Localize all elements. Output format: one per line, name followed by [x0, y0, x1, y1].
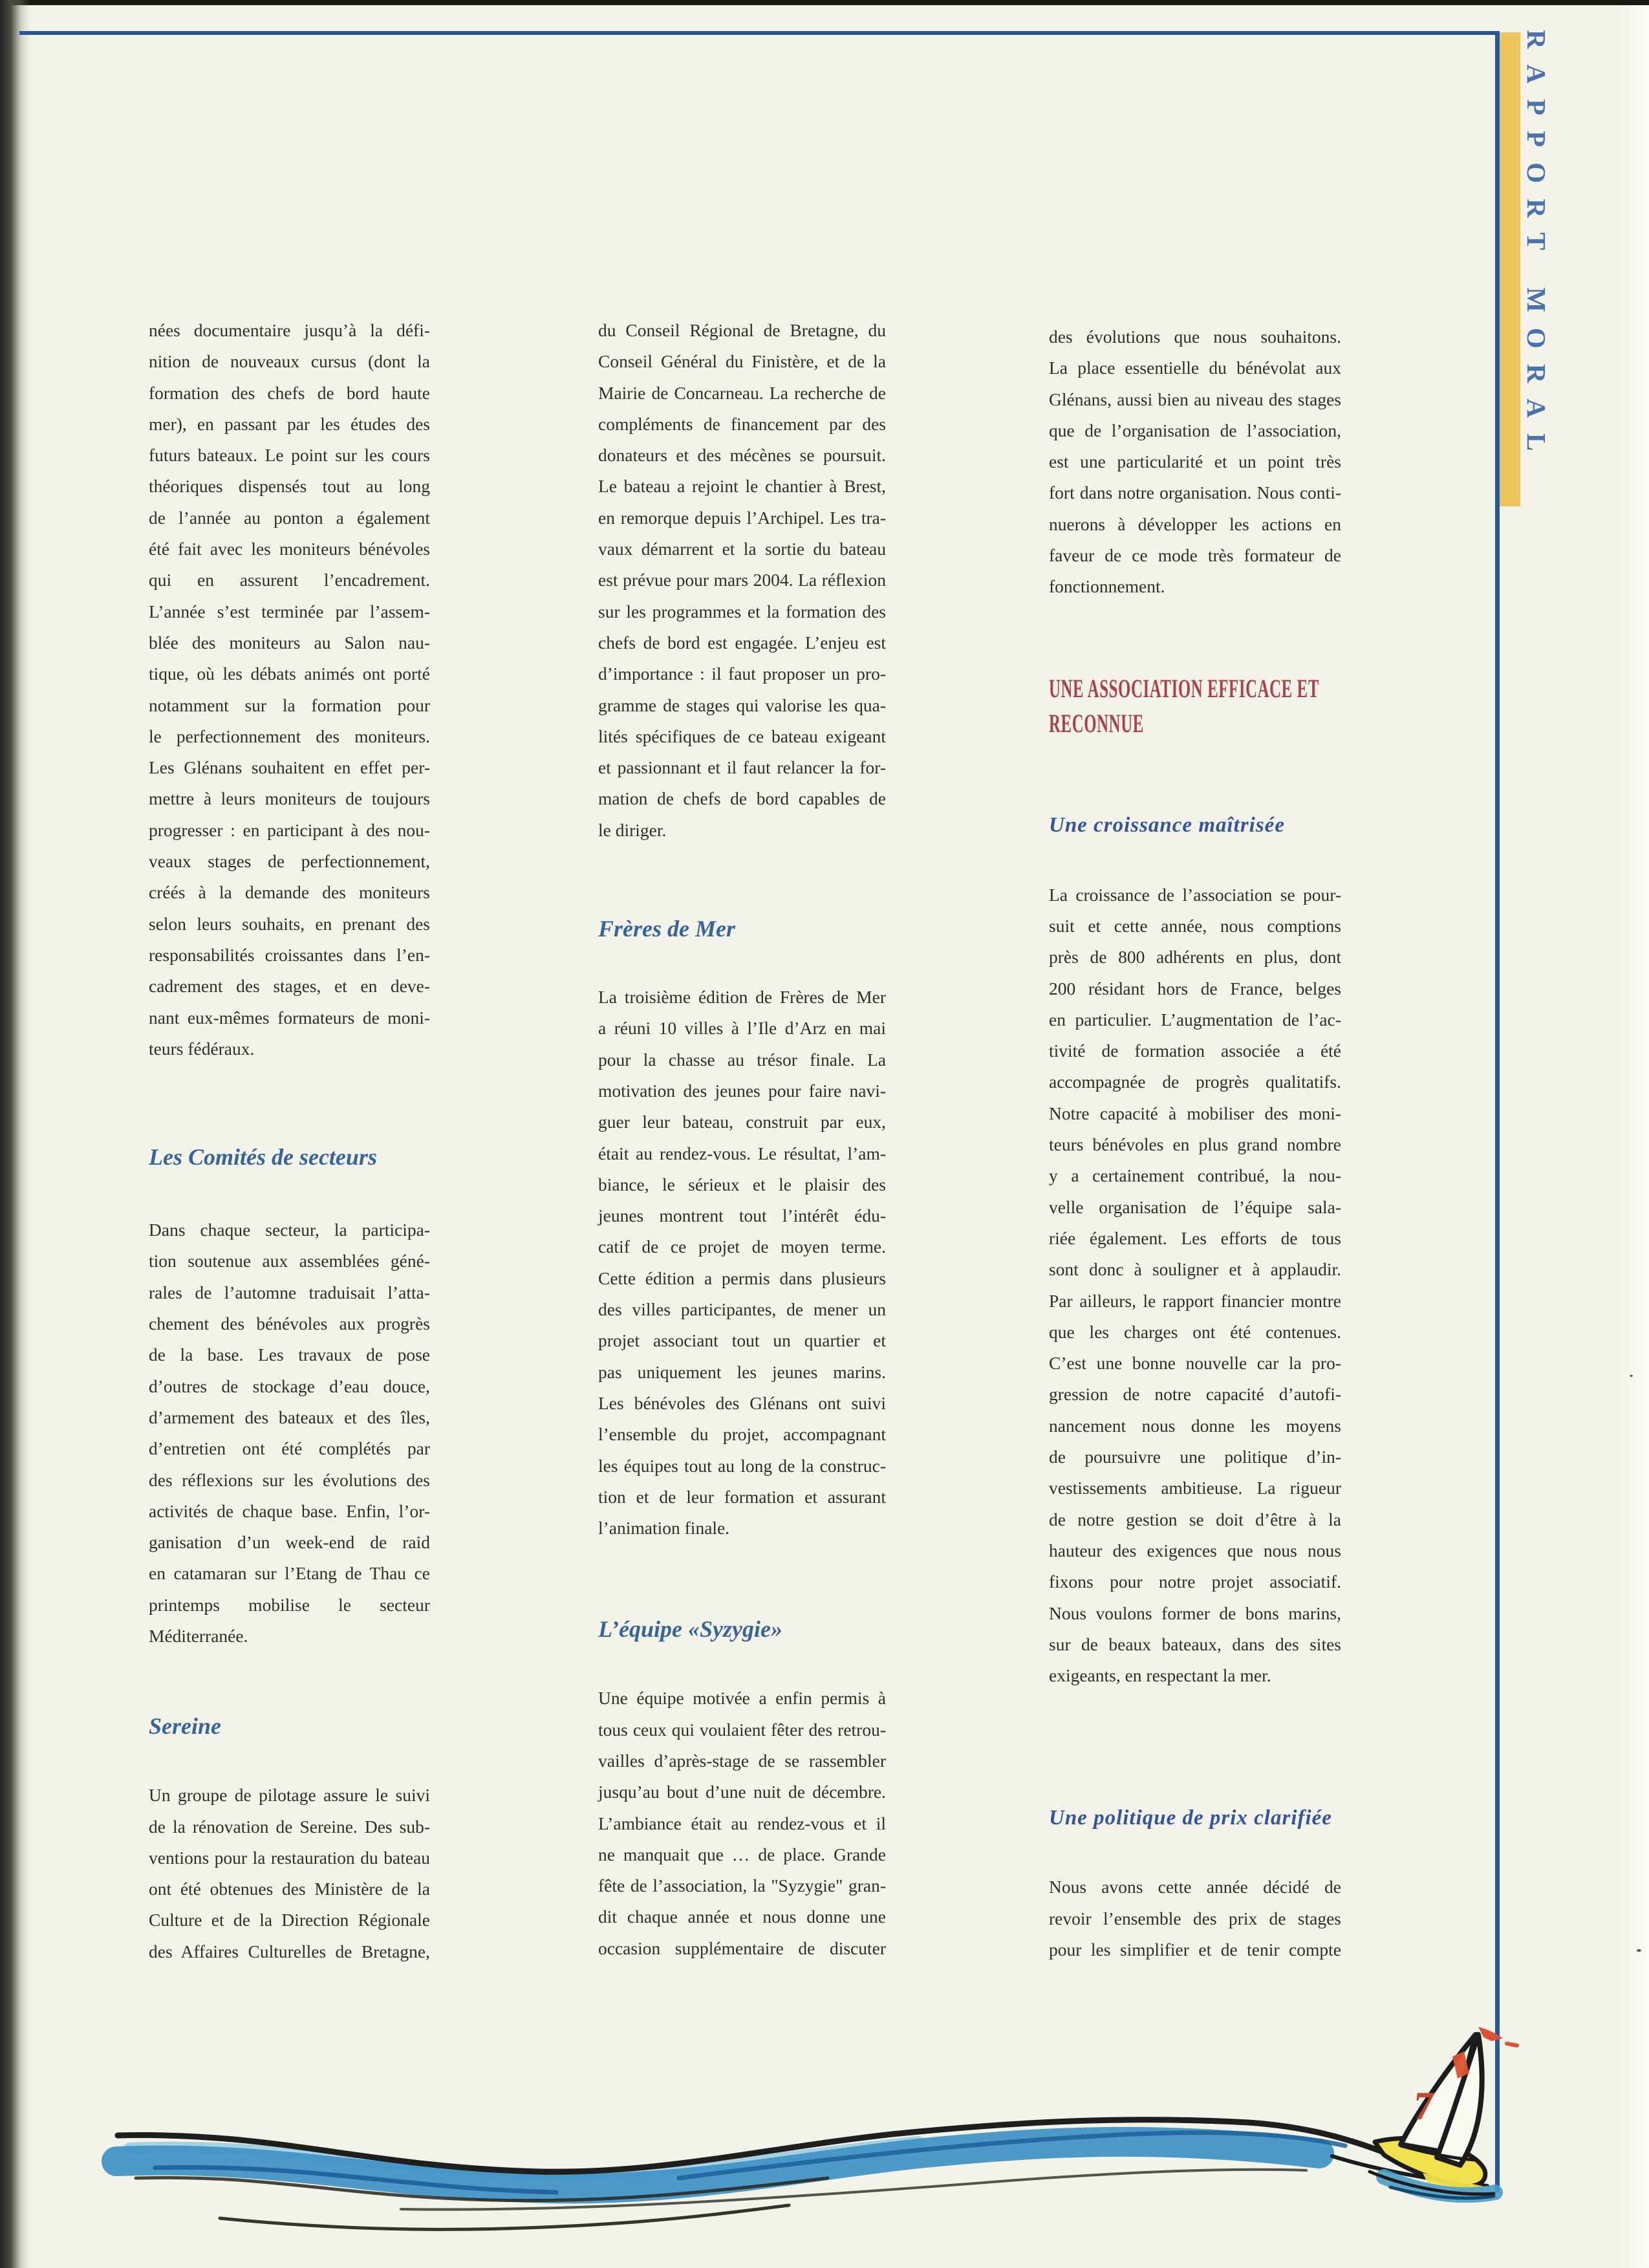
text-line: que de l’organisation de l’association,	[1049, 420, 1341, 440]
text-line: La croissance de l’association se pour-	[1049, 884, 1341, 905]
text-line: des évolutions que nous souhaitons.	[1049, 327, 1341, 347]
text-line: en particulier. L’augmentation de l’ac-	[1049, 1009, 1341, 1030]
text-line: pour la chasse au trésor finale. La	[598, 1049, 886, 1070]
text-line: nition de nouveaux cursus (dont la	[149, 351, 430, 372]
text-line: selon leurs souhaits, en prenant des	[149, 913, 430, 934]
text-line: nancement nous donne les moyens	[1049, 1415, 1341, 1436]
text-line: projet associant tout un quartier et	[598, 1330, 886, 1351]
text-line: près de 800 adhérents en plus, dont	[1049, 947, 1341, 967]
text-line: le diriger.	[598, 819, 667, 840]
text-line: Mairie de Concarneau. La recherche de	[598, 382, 886, 403]
text-line: hauteur des exigences que nous nous	[1049, 1540, 1341, 1561]
text-line: pas uniquement les jeunes marins.	[598, 1361, 886, 1382]
section-heading	[1049, 1802, 1341, 1833]
text-line: responsabilités croissantes dans l’en-	[149, 944, 430, 965]
frame-right-rule	[1495, 31, 1500, 2192]
text-line: sur de beaux bateaux, dans des sites	[1049, 1634, 1341, 1654]
text-line: suit et cette année, nous comptions	[1049, 915, 1341, 936]
text-line: que les charges ont été contenues.	[1049, 1321, 1341, 1342]
text-line: et passionnant et il faut relancer la for-	[598, 757, 886, 778]
text-line: Conseil Général du Finistère, et de la	[598, 351, 886, 372]
text-line: 200 résidant hors de France, belges	[1049, 978, 1341, 999]
text-line: l’ensemble du projet, accompagnant	[598, 1424, 886, 1445]
text-line: ganisation d’un week-end de raid	[149, 1532, 430, 1553]
scan-edge-top	[0, 0, 1649, 5]
text-line: dit chaque année et nous donne une	[598, 1906, 886, 1927]
text-line: RECONNUE	[1049, 708, 1144, 738]
text-line: Sereine	[149, 1713, 221, 1740]
text-line: activités de chaque base. Enfin, l’or-	[149, 1500, 430, 1521]
text-line: vaux démarrent et la sortie du bateau	[598, 539, 886, 559]
dust-speck	[1637, 1949, 1641, 1952]
text-line: tivité de formation associée a été	[1049, 1041, 1341, 1061]
text-line: La place essentielle du bénévolat aux	[1049, 358, 1341, 378]
text-line: de la base. Les travaux de pose	[149, 1345, 430, 1365]
text-line: des Affaires Culturelles de Bretagne,	[149, 1941, 430, 1961]
masthead-pennant	[1478, 2027, 1503, 2041]
text-line: Les Glénans souhaitent en effet per-	[149, 757, 430, 778]
text-line: sont donc à souligner et à applaudir.	[1049, 1259, 1341, 1280]
text-line: était au rendez-vous. Le résultat, l’am-	[598, 1143, 886, 1163]
text-column-3	[1049, 321, 1341, 1965]
text-line: Culture et de la Direction Régionale	[149, 1910, 430, 1930]
text-line: occasion supplémentaire de discuter	[598, 1938, 886, 1958]
text-line: qui en assurent l’encadrement.	[149, 570, 430, 590]
text-line: compléments de financement par des	[598, 413, 886, 434]
section-heading	[598, 1614, 886, 1645]
text-line: d’entretien ont été complétés par	[149, 1438, 430, 1459]
text-column-2	[598, 315, 886, 1964]
text-line: notamment sur la formation pour	[149, 695, 430, 715]
text-line: d’importance : il faut proposer un pro-	[598, 664, 886, 684]
text-line: blée des moniteurs au Salon nau-	[149, 632, 430, 653]
text-line: Le bateau a rejoint le chantier à Brest,	[598, 476, 886, 497]
paragraph	[1049, 1872, 1341, 1965]
text-line: de notre gestion se doit d’être à la	[1049, 1509, 1341, 1529]
text-line: faveur de ce mode très formateur de	[1049, 545, 1341, 566]
text-line: ont été obtenues des Ministère de la	[149, 1879, 430, 1899]
text-line: Les Comités de secteurs	[149, 1144, 377, 1171]
text-line: Glénans, aussi bien au niveau des stages	[1049, 389, 1341, 409]
text-line: est une particularité et un point très	[1049, 451, 1341, 472]
text-line: de poursuivre une politique d’in-	[1049, 1447, 1341, 1467]
sidebar-yellow-band	[1500, 32, 1520, 506]
text-line: tion et de leur formation et assurant	[598, 1486, 886, 1507]
text-line: tique, où les débats animés ont porté	[149, 664, 430, 684]
text-line: d’outres de stockage d’eau douce,	[149, 1376, 430, 1396]
text-line: nant eux-mêmes formateurs de moni-	[149, 1007, 430, 1028]
dust-speck	[1630, 1375, 1633, 1377]
text-line: nuerons à développer les actions en	[1049, 513, 1341, 534]
text-line: C’est une bonne nouvelle car la pro-	[1049, 1353, 1341, 1374]
text-line: Nous voulons former de bons marins,	[1049, 1603, 1341, 1623]
frame-top-rule	[19, 31, 1500, 35]
text-line: fonctionnement.	[1049, 576, 1165, 597]
section-heading	[149, 1141, 430, 1172]
text-line: créés à la demande des moniteurs	[149, 882, 430, 903]
text-line: tion soutenue aux assemblées géné-	[149, 1251, 430, 1271]
text-line: ventions pour la restauration du bateau	[149, 1847, 430, 1868]
page-edge-highlight	[1615, 5, 1649, 2268]
text-line: mettre à leurs moniteurs de toujours	[149, 788, 430, 809]
text-line: catif de ce projet de moyen terme.	[598, 1237, 886, 1257]
text-line: donateurs et des mécènes se poursuit.	[598, 445, 886, 466]
text-line: fixons pour notre projet associatif.	[1049, 1571, 1341, 1592]
text-line: Nous avons cette année décidé de	[1049, 1877, 1341, 1897]
text-line: vailles d’après-stage de se rassembler	[598, 1750, 886, 1771]
text-line: Notre capacité à mobiliser des moni-	[1049, 1103, 1341, 1123]
page-number: 7	[1411, 2084, 1436, 2128]
paragraph	[149, 315, 430, 1064]
text-line: tous ceux qui voulaient fêter des retrou-	[598, 1719, 886, 1740]
text-line: motivation des jeunes pour faire navi-	[598, 1080, 886, 1101]
text-line: d’armement des bateaux et des îles,	[149, 1407, 430, 1427]
pennant-tail	[1507, 2044, 1517, 2046]
paragraph	[149, 1215, 430, 1652]
text-line: Une croissance maîtrisée	[1049, 813, 1285, 837]
text-line: de la rénovation de Sereine. Des sub-	[149, 1816, 430, 1837]
text-line: gression de notre capacité d’autofi-	[1049, 1384, 1341, 1405]
text-line: ne manquait que … de place. Grande	[598, 1844, 886, 1864]
text-line: des villes participantes, de mener un	[598, 1299, 886, 1320]
section-heading	[149, 1711, 430, 1742]
text-line: y a certainement contribué, la nou-	[1049, 1165, 1341, 1186]
paragraph	[149, 1780, 430, 1967]
text-column-1	[149, 315, 430, 1967]
text-line: chefs de bord est engagée. L’enjeu est	[598, 632, 886, 653]
text-line: progresser : en participant à des nou-	[149, 819, 430, 840]
paragraph	[598, 982, 886, 1544]
text-line: pour les simplifier et de tenir compte	[1049, 1939, 1341, 1960]
text-line: mer), en passant par les études des	[149, 413, 430, 434]
text-line: La troisième édition de Frères de Mer	[598, 987, 886, 1008]
text-line: chement des bénévoles aux progrès	[149, 1313, 430, 1334]
wave-illustration	[0, 1992, 1649, 2268]
text-line: des réflexions sur les évolutions des	[149, 1469, 430, 1490]
text-line: vestissements ambitieuse. La rigueur	[1049, 1478, 1341, 1498]
text-line: teurs fédéraux.	[149, 1038, 255, 1059]
text-line: jeunes montrent tout l’intérêt édu-	[598, 1205, 886, 1226]
text-line: printemps mobilise le secteur	[149, 1594, 430, 1615]
text-line: fort dans notre organisation. Nous conti-	[1049, 482, 1341, 503]
text-line: jusqu’au bout d’une nuit de décembre.	[598, 1782, 886, 1802]
text-line: est prévue pour mars 2004. La réflexion	[598, 570, 886, 590]
paragraph	[598, 1683, 886, 1964]
sidebar-section-title: RAPPORT MORAL	[1522, 30, 1551, 467]
book-spine-shadow	[0, 0, 30, 2268]
text-line: Un groupe de pilotage assure le suivi	[149, 1785, 430, 1806]
text-line: revoir l’ensemble des prix de stages	[1049, 1908, 1341, 1928]
text-line: été fait avec les moniteurs bénévoles	[149, 539, 430, 559]
paragraph	[1049, 880, 1341, 1692]
text-line: Les bénévoles des Glénans ont suivi	[598, 1392, 886, 1413]
text-line: cadrement des stages, et en deve-	[149, 976, 430, 997]
paragraph	[1049, 321, 1341, 603]
text-line: veaux stages de perfectionnement,	[149, 851, 430, 872]
text-line: L’ambiance était au rendez-vous et il	[598, 1813, 886, 1833]
section-heading-red	[1049, 671, 1319, 741]
text-line: fête de l’association, la "Syzygie" gran-	[598, 1875, 886, 1896]
text-line: teurs bénévoles en plus grand nombre	[1049, 1134, 1341, 1155]
text-line: théoriques dispensés tout au long	[149, 476, 430, 497]
text-line: accompagnée de progrès qualitatifs.	[1049, 1072, 1341, 1092]
text-line: Par ailleurs, le rapport financier montre	[1049, 1290, 1341, 1311]
text-line: biance, le sérieux et le plaisir des	[598, 1174, 886, 1194]
section-heading	[1049, 810, 1341, 841]
text-line: l’animation finale.	[598, 1518, 730, 1539]
text-line: sur les programmes et la formation des	[598, 601, 886, 621]
text-line: gramme de stages qui valorise les qua-	[598, 695, 886, 715]
text-line: UNE ASSOCIATION EFFICACE ET	[1049, 673, 1319, 703]
text-line: riée également. Les efforts de tous	[1049, 1227, 1341, 1248]
text-line: en remorque depuis l’Archipel. Les tra-	[598, 507, 886, 528]
text-line: le perfectionnement des moniteurs.	[149, 726, 430, 746]
text-line: L’année s’est terminée par l’assem-	[149, 601, 430, 621]
text-line: Méditerranée.	[149, 1625, 248, 1646]
text-line: exigeants, en respectant la mer.	[1049, 1665, 1271, 1686]
text-line: a réuni 10 villes à l’Ile d’Arz en mai	[598, 1018, 886, 1039]
text-line: mation de chefs de bord capables de	[598, 788, 886, 809]
text-line: guer leur bateau, construit par eux,	[598, 1112, 886, 1132]
text-line: du Conseil Régional de Bretagne, du	[598, 320, 886, 340]
text-line: formation des chefs de bord haute	[149, 382, 430, 403]
text-line: rales de l’automne traduisait l’atta-	[149, 1282, 430, 1302]
text-line: futurs bateaux. Le point sur les cours	[149, 445, 430, 466]
text-line: nées documentaire jusqu’à la défi-	[149, 320, 430, 340]
text-line: Dans chaque secteur, la participa-	[149, 1220, 430, 1240]
text-line: lités spécifiques de ce bateau exigeant	[598, 726, 886, 746]
text-line: de l’année au ponton a également	[149, 507, 430, 528]
text-line: Cette édition a permis dans plusieurs	[598, 1268, 886, 1288]
text-line: L’équipe «Syzygie»	[598, 1616, 782, 1643]
text-line: Une politique de prix clarifiée	[1049, 1806, 1332, 1830]
text-line: en catamaran sur l’Etang de Thau ce	[149, 1563, 430, 1584]
text-line: les équipes tout au long de la construc-	[598, 1455, 886, 1476]
section-heading	[598, 913, 886, 944]
text-line: velle organisation de l’équipe sala-	[1049, 1196, 1341, 1217]
text-line: Une équipe motivée a enfin permis à	[598, 1688, 886, 1709]
text-line: Frères de Mer	[598, 916, 735, 942]
paragraph	[598, 315, 886, 846]
